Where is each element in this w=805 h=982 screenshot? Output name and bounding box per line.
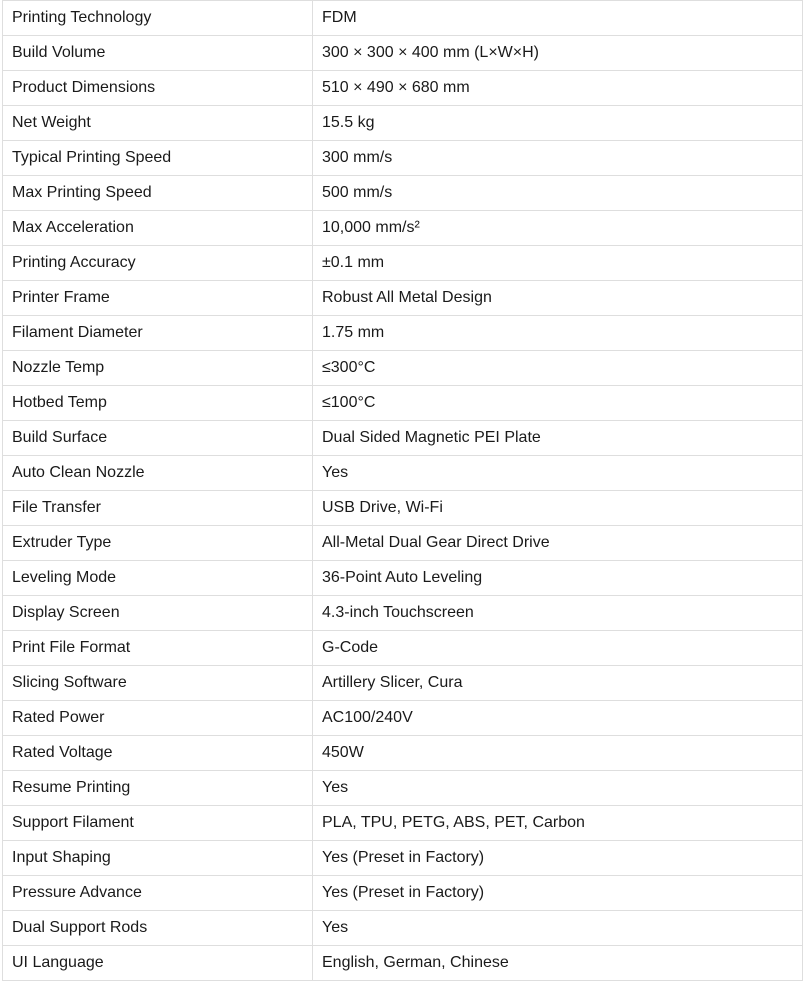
table-row bbox=[3, 421, 803, 456]
spec-value: ≤300°C bbox=[313, 351, 803, 386]
spec-label: Pressure Advance bbox=[3, 876, 313, 911]
table-row bbox=[3, 526, 803, 561]
spec-value: 15.5 kg bbox=[313, 106, 803, 141]
spec-table-body bbox=[3, 1, 803, 981]
spec-value: Yes (Preset in Factory) bbox=[313, 876, 803, 911]
spec-value: 36-Point Auto Leveling bbox=[313, 561, 803, 596]
table-row bbox=[3, 316, 803, 351]
spec-value: ±0.1 mm bbox=[313, 246, 803, 281]
spec-value: 510 × 490 × 680 mm bbox=[313, 71, 803, 106]
spec-label: Support Filament bbox=[3, 806, 313, 841]
spec-label: Rated Voltage bbox=[3, 736, 313, 771]
spec-label: Hotbed Temp bbox=[3, 386, 313, 421]
table-row bbox=[3, 246, 803, 281]
table-row bbox=[3, 491, 803, 526]
spec-label: Max Acceleration bbox=[3, 211, 313, 246]
table-row bbox=[3, 71, 803, 106]
spec-value: 300 mm/s bbox=[313, 141, 803, 176]
table-row bbox=[3, 701, 803, 736]
spec-label: Printing Accuracy bbox=[3, 246, 313, 281]
table-row bbox=[3, 456, 803, 491]
table-row bbox=[3, 36, 803, 71]
table-row bbox=[3, 106, 803, 141]
table-row bbox=[3, 876, 803, 911]
spec-label: Leveling Mode bbox=[3, 561, 313, 596]
spec-label: File Transfer bbox=[3, 491, 313, 526]
spec-value: FDM bbox=[313, 1, 803, 36]
spec-label: UI Language bbox=[3, 946, 313, 981]
table-row bbox=[3, 736, 803, 771]
table-row bbox=[3, 351, 803, 386]
spec-value: 1.75 mm bbox=[313, 316, 803, 351]
spec-value: Yes (Preset in Factory) bbox=[313, 841, 803, 876]
spec-value: Robust All Metal Design bbox=[313, 281, 803, 316]
spec-table bbox=[2, 0, 803, 981]
spec-value: USB Drive, Wi-Fi bbox=[313, 491, 803, 526]
spec-label: Dual Support Rods bbox=[3, 911, 313, 946]
spec-value: 450W bbox=[313, 736, 803, 771]
spec-value: 300 × 300 × 400 mm (L×W×H) bbox=[313, 36, 803, 71]
spec-label: Printer Frame bbox=[3, 281, 313, 316]
table-row bbox=[3, 946, 803, 981]
table-row bbox=[3, 561, 803, 596]
spec-value: PLA, TPU, PETG, ABS, PET, Carbon bbox=[313, 806, 803, 841]
spec-value: 4.3-inch Touchscreen bbox=[313, 596, 803, 631]
spec-value: Artillery Slicer, Cura bbox=[313, 666, 803, 701]
table-row bbox=[3, 596, 803, 631]
table-row bbox=[3, 806, 803, 841]
spec-value: All-Metal Dual Gear Direct Drive bbox=[313, 526, 803, 561]
table-row bbox=[3, 771, 803, 806]
table-row bbox=[3, 211, 803, 246]
spec-label: Printing Technology bbox=[3, 1, 313, 36]
spec-label: Print File Format bbox=[3, 631, 313, 666]
spec-value: Yes bbox=[313, 771, 803, 806]
spec-label: Display Screen bbox=[3, 596, 313, 631]
spec-value: Yes bbox=[313, 911, 803, 946]
spec-value: G-Code bbox=[313, 631, 803, 666]
table-row bbox=[3, 631, 803, 666]
spec-label: Net Weight bbox=[3, 106, 313, 141]
spec-value: 500 mm/s bbox=[313, 176, 803, 211]
spec-label: Product Dimensions bbox=[3, 71, 313, 106]
table-row bbox=[3, 911, 803, 946]
table-row bbox=[3, 1, 803, 36]
table-row bbox=[3, 176, 803, 211]
spec-value: ≤100°C bbox=[313, 386, 803, 421]
table-row bbox=[3, 386, 803, 421]
spec-label: Rated Power bbox=[3, 701, 313, 736]
spec-label: Resume Printing bbox=[3, 771, 313, 806]
spec-value: English, German, Chinese bbox=[313, 946, 803, 981]
table-row bbox=[3, 666, 803, 701]
spec-label: Slicing Software bbox=[3, 666, 313, 701]
spec-label: Input Shaping bbox=[3, 841, 313, 876]
spec-label: Typical Printing Speed bbox=[3, 141, 313, 176]
spec-label: Auto Clean Nozzle bbox=[3, 456, 313, 491]
spec-label: Nozzle Temp bbox=[3, 351, 313, 386]
table-row bbox=[3, 141, 803, 176]
spec-label: Extruder Type bbox=[3, 526, 313, 561]
spec-label: Filament Diameter bbox=[3, 316, 313, 351]
spec-value: AC100/240V bbox=[313, 701, 803, 736]
table-row bbox=[3, 281, 803, 316]
spec-value: Dual Sided Magnetic PEI Plate bbox=[313, 421, 803, 456]
spec-value: Yes bbox=[313, 456, 803, 491]
spec-label: Build Volume bbox=[3, 36, 313, 71]
spec-label: Build Surface bbox=[3, 421, 313, 456]
spec-label: Max Printing Speed bbox=[3, 176, 313, 211]
table-row bbox=[3, 841, 803, 876]
spec-value: 10,000 mm/s² bbox=[313, 211, 803, 246]
